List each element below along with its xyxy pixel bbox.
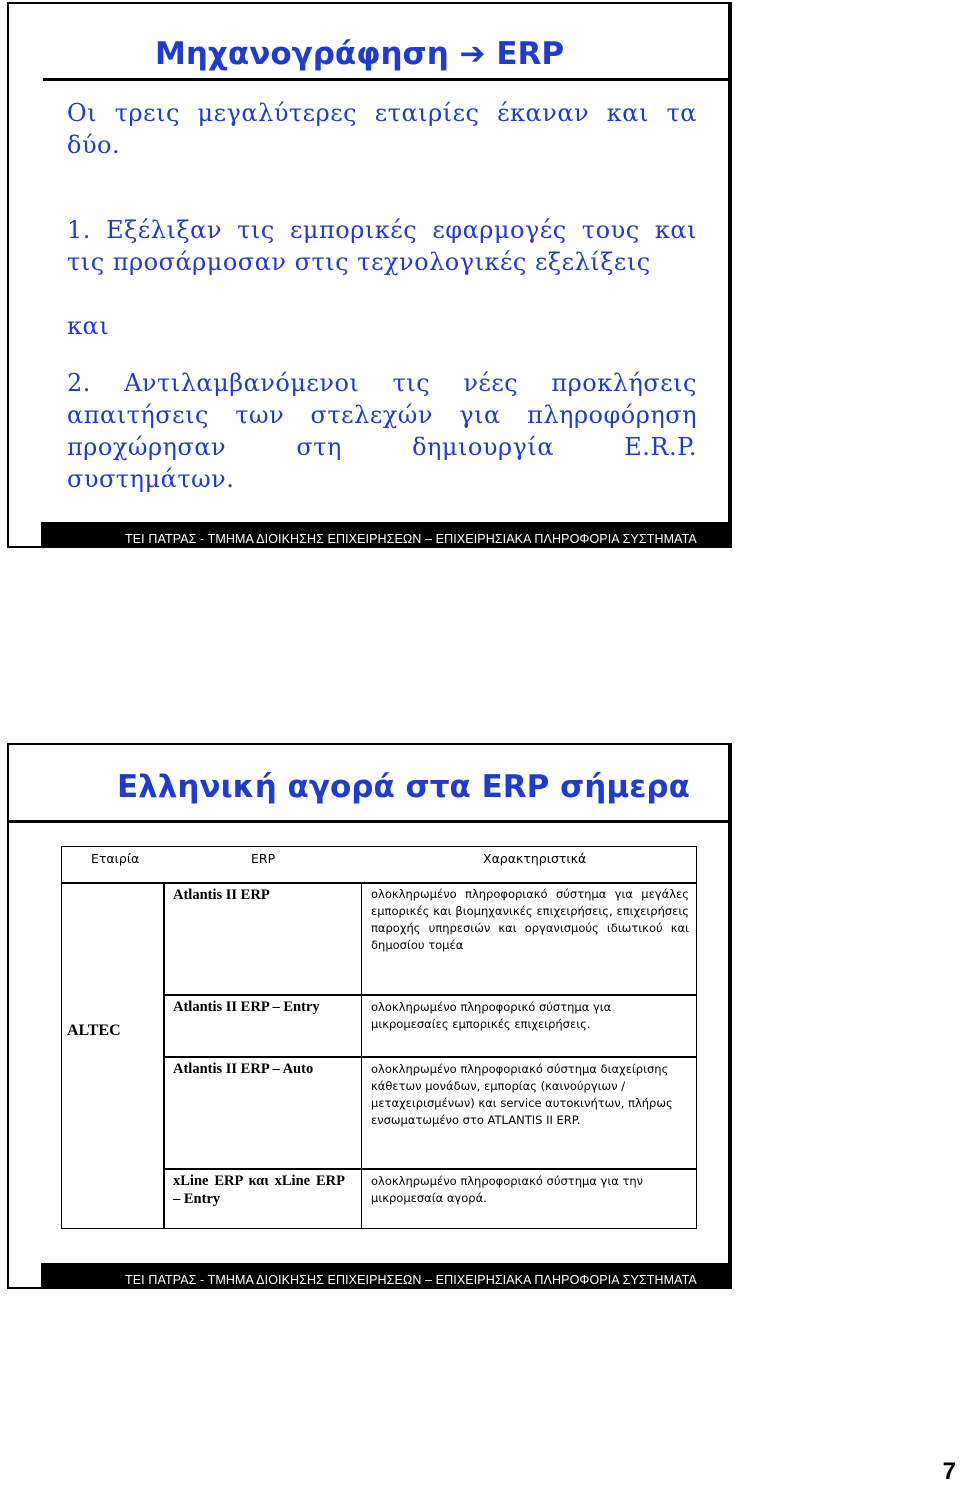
header-company: Εταιρία [91, 851, 140, 866]
erp-product-name: xLine ERP και xLine ERP – Entry [173, 1173, 345, 1207]
column-divider [361, 1168, 363, 1229]
point-2-paragraph: 2. Αντιλαμβανόμενοι τις νέες προκλήσεις απαιτήσεις των στελεχών για πληροφόρηση προχώρησαν στη δημιουργία E.R.P. συστημάτων. [67, 369, 697, 493]
slide-2-title: Ελληνική αγορά στα ERP σήμερα [117, 769, 690, 805]
erp-product-name: Atlantis II ERP – Auto [173, 1061, 314, 1077]
footer-bar [41, 1263, 732, 1289]
table-header-row [61, 846, 697, 884]
footer-text: ΤΕΙ ΠΑΤΡΑΣ - ΤΜΗΜΑ ΔΙΟΙΚΗΣΗΣ ΕΠΙΧΕΙΡΗΣΕΩΝ – ΕΠΙΧΕΙΡΗΣΙΑΚΑ ΠΛΗΡΟΦΟΡΙΑ ΣΥΣΤΗΜΑΤΑ [125, 1273, 697, 1287]
erp-product-features: ολοκληρωμένο πληροφοριακό σύστημα για μεγάλες εμπορικές και βιομηχανικές επιχειρήσεις, επιχειρήσεις παροχής υπηρεσιών και οργανισμούς ιδιωτικού και δημοσίου τομέα [371, 887, 689, 952]
slide-1 [7, 2, 732, 548]
connector-text: και [67, 312, 110, 340]
column-divider [361, 1056, 363, 1170]
erp-product-features: ολοκληρωμένο πληροφοριακό σύστημα διαχείρισης κάθετων μονάδων, εμπορίας (καινούργιων / μεταχειρισμένων) και service αυτοκινήτων, πλήρως ενσωματωμένο στο ATLANTIS II ERP. [371, 1062, 673, 1127]
company-name: ALTEC [67, 1022, 121, 1039]
erp-product-features: ολοκληρωμένο πληροφορικό σύστημα για μικρομεσαίες εμπορικές επιχειρήσεις. [371, 1000, 612, 1031]
column-divider [361, 994, 363, 1058]
erp-market-table [61, 846, 697, 1229]
erp-product-name: Atlantis II ERP – Entry [173, 999, 320, 1015]
intro-paragraph: Οι τρεις μεγαλύτερες εταιρίες έκαναν και τα δύο. [67, 99, 697, 159]
slide-1-title: Μηχανογράφηση ➔ ERP [155, 36, 565, 72]
slide-2 [7, 743, 732, 1289]
title-rule [9, 820, 732, 823]
footer-bar [41, 522, 732, 548]
footer-text: ΤΕΙ ΠΑΤΡΑΣ - ΤΜΗΜΑ ΔΙΟΙΚΗΣΗΣ ΕΠΙΧΕΙΡΗΣΕΩΝ – ΕΠΙΧΕΙΡΗΣΙΑΚΑ ΠΛΗΡΟΦΟΡΙΑ ΣΥΣΤΗΜΑΤΑ [125, 532, 697, 546]
title-rule [43, 78, 732, 81]
erp-product-features: ολοκληρωμένο πληροφοριακό σύστημα για την μικρομεσαία αγορά. [371, 1174, 644, 1205]
point-1-paragraph: 1. Εξέλιξαν τις εμπορικές εφαρμογές τους και τις προσάρμοσαν στις τεχνολογικές εξελίξεις [67, 216, 697, 276]
company-cell [61, 882, 165, 1229]
header-erp: ERP [251, 851, 276, 866]
erp-product-name: Atlantis II ERP [173, 887, 270, 903]
header-features: Χαρακτηριστικά [483, 851, 587, 866]
column-divider [361, 882, 363, 996]
page-number: 7 [942, 1458, 956, 1485]
